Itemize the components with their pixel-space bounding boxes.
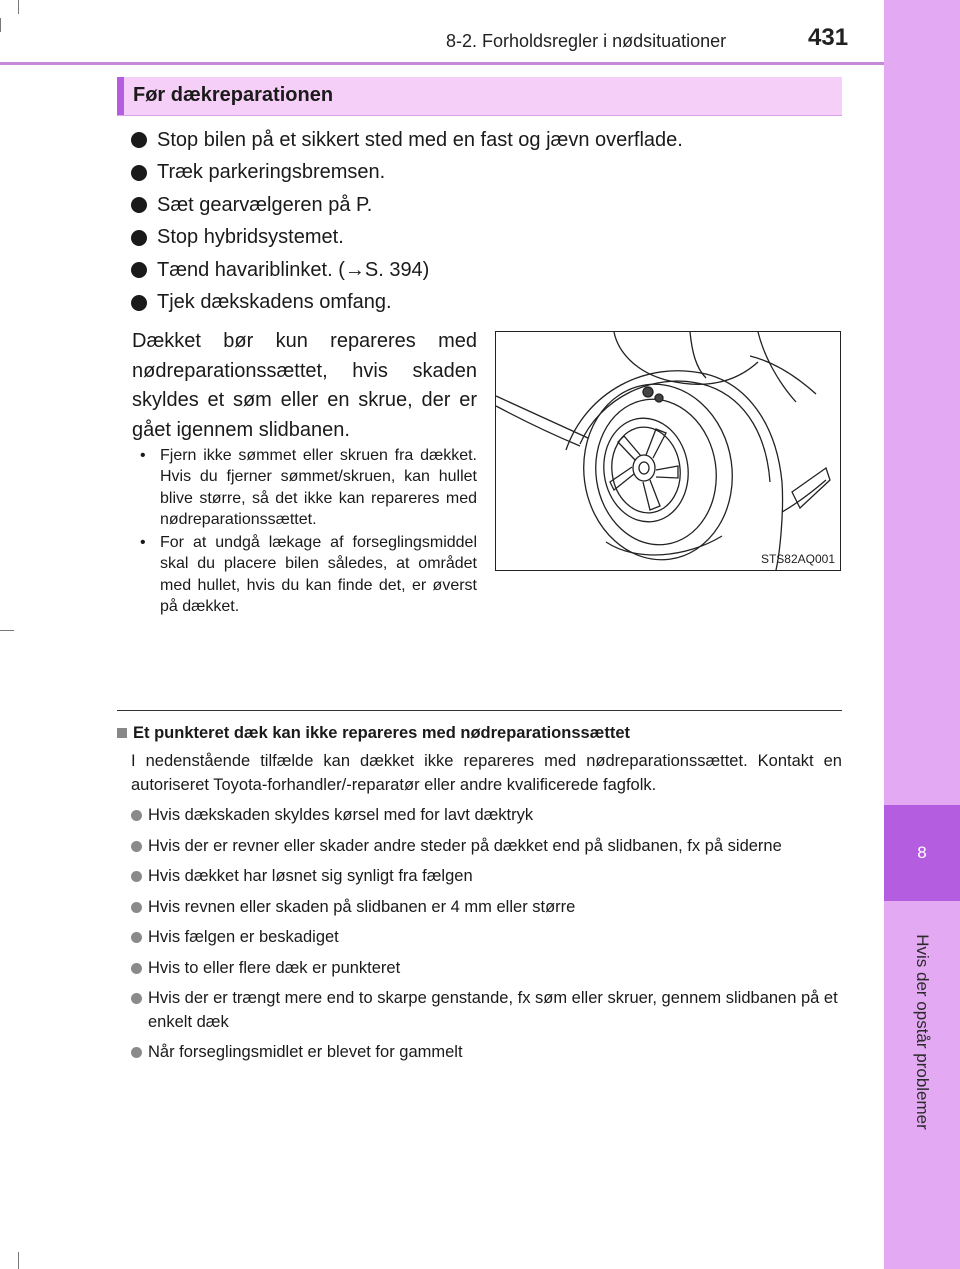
bullet-icon bbox=[131, 963, 142, 974]
bullet-icon bbox=[131, 993, 142, 1004]
info-block bbox=[117, 722, 842, 1065]
list-item: Stop bilen på et sikkert sted med en fast og jævn overflade. bbox=[131, 124, 841, 157]
list-item: Tænd havariblinket. (→S. 394) bbox=[131, 254, 841, 287]
bullet-icon bbox=[131, 932, 142, 943]
crop-mark bbox=[0, 18, 1, 32]
list-item: Stop hybridsystemet. bbox=[131, 222, 841, 255]
tire-drawing bbox=[496, 332, 840, 570]
list-item: Træk parkeringsbremsen. bbox=[131, 157, 841, 190]
list-item: Hvis dækskaden skyldes kørsel med for lavt dæktryk bbox=[131, 804, 842, 828]
repair-condition-paragraph: Dækket bør kun repareres med nødreparationssættet, hvis skaden skyldes et søm eller en skrue, der er gået igennem slidbanen. bbox=[132, 330, 477, 441]
section-heading bbox=[117, 77, 842, 116]
section-divider bbox=[117, 710, 842, 711]
list-item: Når forseglingsmidlet er blevet for gammelt bbox=[131, 1041, 842, 1065]
chapter-title-text: Hvis der opstår problemer bbox=[913, 934, 932, 1130]
bullet-icon bbox=[131, 197, 147, 213]
page-number: 431 bbox=[808, 24, 849, 51]
bullet-icon bbox=[131, 841, 142, 852]
list-item: Hvis to eller flere dæk er punkteret bbox=[131, 957, 842, 981]
section-heading-bar bbox=[117, 77, 124, 115]
crop-mark bbox=[18, 0, 19, 14]
list-item: • Fjern ikke sømmet eller skruen fra dækket. Hvis du fjerner sømmet/skruen, kan hullet blive større, så det ikke kan repareres med nødreparationssættet. bbox=[140, 447, 477, 528]
bullet-icon bbox=[131, 262, 147, 278]
running-header: 8-2. Forholdsregler i nødsituationer bbox=[446, 31, 727, 51]
sub-bullet-list bbox=[140, 445, 477, 619]
info-heading: Et punkteret dæk kan ikke repareres med nødreparationssættet bbox=[117, 722, 842, 744]
list-item: Hvis fælgen er beskadiget bbox=[131, 926, 842, 950]
square-icon bbox=[117, 728, 127, 738]
figure-code: STS82AQ001 bbox=[760, 552, 835, 566]
crop-mark bbox=[0, 630, 14, 631]
bullet-icon bbox=[131, 810, 142, 821]
list-item: Hvis der er revner eller skader andre steder på dækket end på slidbanen, fx på siderne bbox=[131, 835, 842, 859]
section-title: Før dækreparationen bbox=[133, 84, 334, 106]
list-item: Hvis revnen eller skaden på slidbanen er 4 mm eller større bbox=[131, 896, 842, 920]
precaution-list bbox=[131, 124, 841, 319]
list-item: Sæt gearvælgeren på P. bbox=[131, 189, 841, 222]
list-item: Hvis dækket har løsnet sig synligt fra fælgen bbox=[131, 865, 842, 889]
bullet-icon bbox=[131, 165, 147, 181]
bullet-icon bbox=[131, 295, 147, 311]
bullet-icon bbox=[131, 871, 142, 882]
list-item: Hvis der er trængt mere end to skarpe genstande, fx søm eller skruer, gennem slidbanen på et enkelt dæk bbox=[131, 987, 842, 1034]
header-rule bbox=[0, 62, 884, 65]
flat-tire-illustration bbox=[495, 331, 841, 571]
crop-mark bbox=[18, 1252, 19, 1269]
bullet-icon bbox=[131, 132, 147, 148]
chapter-number: 8 bbox=[884, 805, 960, 901]
bullet-icon bbox=[131, 902, 142, 913]
bullet-icon bbox=[131, 230, 147, 246]
info-text: I nedenstående tilfælde kan dækket ikke repareres med nødreparationssættet. Kontakt en autoriseret Toyota-forhandler/-reparatør eller andre kvalificerede fagfolk. bbox=[131, 752, 842, 794]
list-item: Tjek dækskadens omfang. bbox=[131, 287, 841, 320]
chapter-title bbox=[884, 912, 960, 1152]
bullet-icon bbox=[131, 1047, 142, 1058]
list-item: • For at undgå lækage af forseglingsmiddel skal du placere bilen således, at området med hullet, hvis du kan finde det, er øverst på dækket. bbox=[140, 534, 477, 616]
